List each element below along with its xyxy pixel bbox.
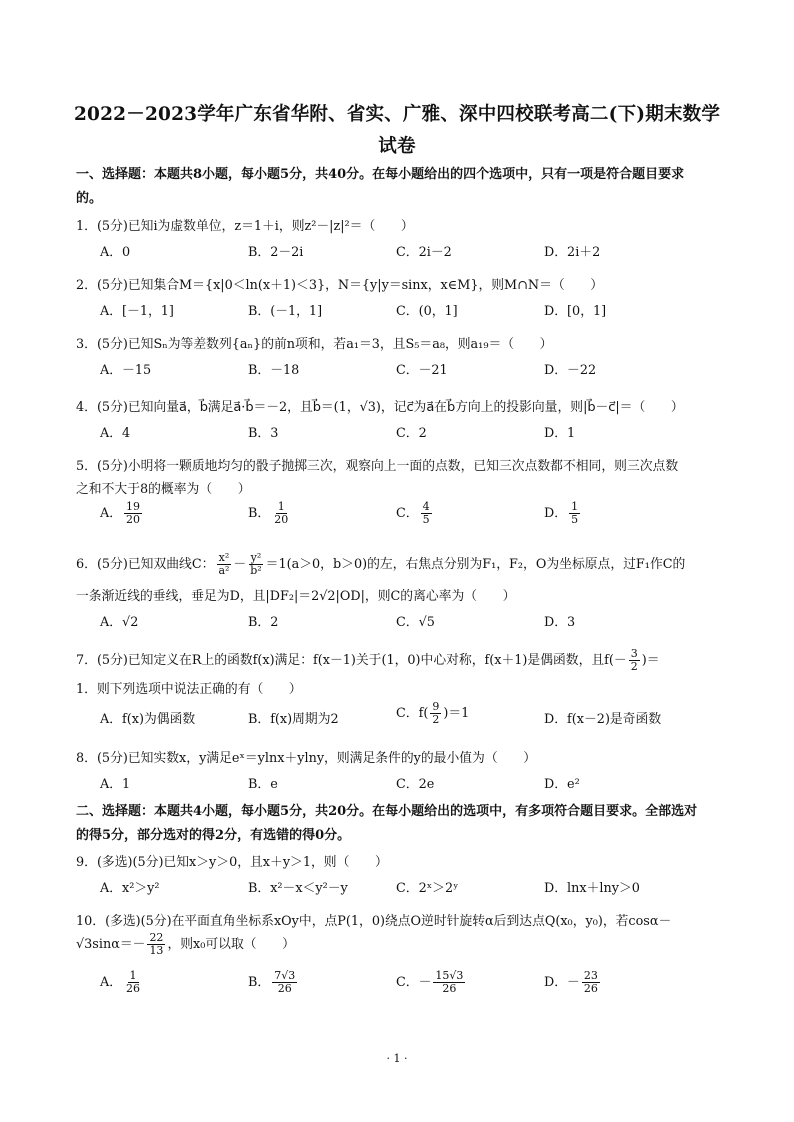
q10-option-c: C．－ $\frac{15√3}{26}$ [396,969,464,995]
q2-option-b: B．(－1，1] [248,304,323,319]
q5-stem-cont: 之和不大于8的概率为（ ） [76,482,251,497]
q4-stem: 4．(5分)已知向量a⃗，b⃗满足a⃗·b⃗＝－2，且b⃗＝(1，√3)，记c⃗为a⃗在b⃗方向上的投影向量，则|b⃗－c⃗|＝（ ） [76,400,684,415]
q5-d-fraction: $\frac{1}{5}$ [571,500,579,526]
q10-option-b: B． $\frac{7√3}{26}$ [248,969,296,995]
q2-option-a: A．[－1，1] [100,304,174,319]
q2-stem: 2．(5分)已知集合M＝{x|0＜ln(x＋1)＜3}，N＝{y|y＝sinx，x∈M}，则M∩N＝（ ） [76,278,604,293]
q10-b-fraction: $\frac{7√3}{26}$ [274,969,296,995]
q1-stem: 1．(5分)已知i为虚数单位，z＝1＋i，则z²－|z|²＝（ ） [76,219,414,234]
q8-option-d: D．e² [544,777,580,792]
q7-option-c: C．f( $\frac{9}{2}$ )＝1 [396,700,470,726]
q6-option-c: C．√5 [396,615,435,630]
q1-option-b: B．2－2i [248,245,304,260]
q7-option-a: A．f(x)为偶函数 [100,712,196,727]
q5-option-c: C． $\frac{4}{5}$ [396,500,430,526]
q3-option-d: D．－22 [544,363,597,378]
q5-stem: 5．(5分)小明将一颗质地均匀的骰子抛掷三次，观察向上一面的点数，已知三次点数都不相同，则三次点数 [76,459,679,474]
q6-option-b: B．2 [248,615,279,630]
q6-stem-cont: 一条渐近线的垂线，垂足为D，且|DF₂|＝2√2|OD|，则C的离心率为（ ） [76,589,516,604]
q6-option-d: D．3 [544,615,576,630]
q10-fraction: $\frac{22}{13}$ [149,931,164,957]
page-title: 2022－2023学年广东省华附、省实、广雅、深中四校联考高二(下)期末数学 [73,104,721,125]
q6-stem: 6．(5分)已知双曲线C： $\frac{\text{x²}}{\text{a²}}$ － $\frac{\text{y²}}{\text{b²}}$ ＝1(a＞0，b＞0)的左，右焦点分别为F₁，F₂，O为坐标原点，过F₁作C的 [76,551,686,577]
q10-d-fraction: $\frac{23}{26}$ [583,969,598,995]
q4-option-c: C．2 [396,426,427,441]
q1-option-c: C．2i－2 [396,245,452,260]
q10-c-fraction: $\frac{15√3}{26}$ [435,969,464,995]
q4-option-a: A．4 [100,426,131,441]
q7-option-d: D．f(x－2)是奇函数 [544,712,662,727]
q9-option-d: D．lnx＋lny＞0 [544,881,640,896]
q6-option-a: A．√2 [100,615,139,630]
q9-option-a: A．x²＞y² [100,881,160,896]
q7-option-b: B．f(x)周期为2 [248,712,339,727]
q7-stem: 7．(5分)已知定义在R上的函数f(x)满足：f(x－1)关于(1，0)中心对称，f(x＋1)是偶函数，且f(－ $\frac{3}{2}$ )＝ [76,647,660,673]
q3-stem: 3．(5分)已知Sₙ为等差数列{aₙ}的前n项和，若a₁＝3，且S₅＝a₈，则a₁₉＝（ ） [76,337,553,352]
section1-heading-cont: 的。 [76,191,103,206]
q9-option-b: B．x²－x＜y²－y [248,881,348,896]
q6-y-fraction: $\frac{\text{y²}}{\text{b²}}$ [250,551,262,577]
q3-option-c: C．－21 [396,363,448,378]
q5-a-fraction: $\frac{19}{20}$ [126,500,141,526]
q9-stem: 9．(多选)(5分)已知x＞y＞0，且x＋y＞1，则（ ） [76,855,388,870]
q9-option-c: C．2ˣ＞2ʸ [396,881,459,896]
q10-option-a: A． $\frac{1}{26}$ [100,969,141,995]
q10-stem-cont: √3sinα＝－ $\frac{22}{13}$ ，则x₀可以取（ ） [76,931,295,957]
q1-option-a: A．0 [100,245,131,260]
q10-a-fraction: $\frac{1}{26}$ [126,969,141,995]
q1-option-d: D．2i＋2 [544,245,601,260]
q5-option-a: A． $\frac{19}{20}$ [100,500,141,526]
q6-x-fraction: $\frac{\text{x²}}{\text{a²}}$ [218,551,230,577]
q4-option-b: B．3 [248,426,279,441]
section2-heading: 二、选择题：本题共4小题，每小题5分，共20分。在每小题给出的选项中，有多项符合题目要求。全部选对 [76,804,698,819]
q3-option-a: A．－15 [100,363,152,378]
q7-fraction: $\frac{3}{2}$ [630,647,638,673]
q8-option-b: B．e [248,777,278,792]
q3-option-b: B．－18 [248,363,300,378]
q8-option-a: A．1 [100,777,131,792]
q2-option-d: D．[0，1] [544,304,607,319]
q10-option-d: D．－ $\frac{23}{26}$ [544,969,598,995]
section2-heading-cont: 的得5分，部分选对的得2分，有选错的得0分。 [76,828,351,843]
q10-stem: 10．(多选)(5分)在平面直角坐标系xOy中，点P(1，0)绕点O逆时针旋转α后到达点Q(x₀，y₀)，若cosα－ [76,914,672,929]
q5-c-fraction: $\frac{4}{5}$ [422,500,430,526]
q5-option-b: B． $\frac{1}{20}$ [248,500,289,526]
q5-option-d: D． $\frac{1}{5}$ [544,500,579,526]
page-title-cont: 试卷 [378,136,416,157]
q2-option-c: C．(0，1] [396,304,458,319]
q7-stem-cont: 1．则下列选项中说法正确的有（ ） [76,682,302,697]
q8-stem: 8．(5分)已知实数x，y满足eˣ＝ylnx＋ylny，则满足条件的y的最小值为（ ） [76,751,537,766]
q7-c-fraction: $\frac{9}{2}$ [432,700,440,726]
page-number: · 1 · [386,1052,408,1065]
q4-option-d: D．1 [544,426,576,441]
q5-b-fraction: $\frac{1}{20}$ [274,500,289,526]
section1-heading: 一、选择题：本题共8小题，每小题5分，共40分。在每小题给出的四个选项中，只有一项是符合题目要求 [76,167,685,182]
q8-option-c: C．2e [396,777,435,792]
